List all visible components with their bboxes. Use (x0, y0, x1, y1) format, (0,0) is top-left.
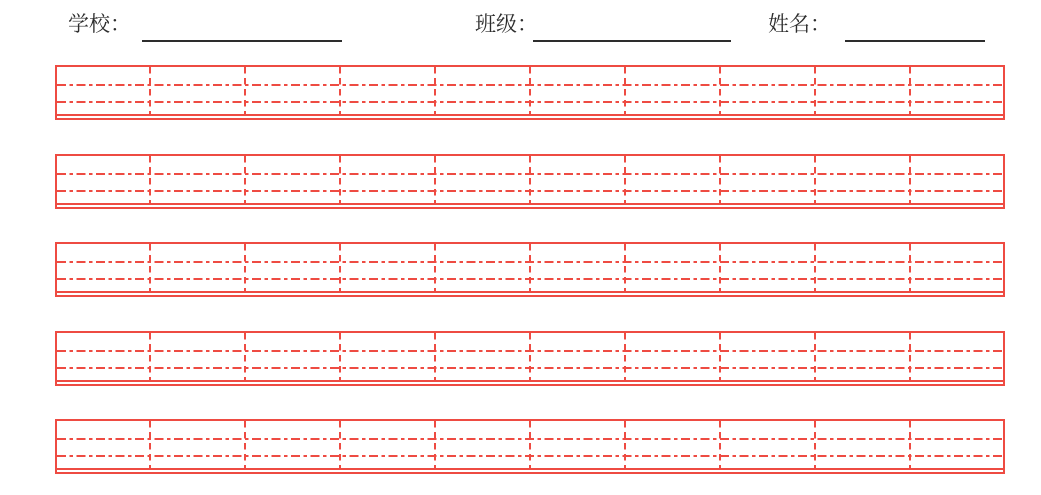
cell-divider-dashed (719, 156, 721, 203)
cell-divider-dashed (909, 156, 911, 203)
cell-divider-dashed (909, 67, 911, 114)
cell-divider-dashed (624, 244, 626, 291)
inner-baseline (57, 291, 1003, 293)
lower-guide-midline (57, 367, 1003, 369)
upper-guide-midline (57, 84, 1003, 86)
cell-divider-dashed (909, 333, 911, 380)
class-blank-line (533, 40, 731, 42)
cell-divider-dashed (814, 333, 816, 380)
upper-guide-midline (57, 438, 1003, 440)
inner-baseline (57, 468, 1003, 470)
cell-divider-dashed (149, 421, 151, 468)
cell-divider-dashed (434, 333, 436, 380)
cell-divider-dashed (529, 156, 531, 203)
writing-band (55, 242, 1005, 297)
lower-guide-midline (57, 455, 1003, 457)
cell-divider-dashed (339, 244, 341, 291)
lower-guide-midline (57, 278, 1003, 280)
writing-band (55, 419, 1005, 474)
school-label: 学校： (68, 13, 131, 36)
cell-divider-dashed (434, 67, 436, 114)
cell-divider-dashed (909, 244, 911, 291)
cell-divider-dashed (339, 67, 341, 114)
cell-divider-dashed (244, 244, 246, 291)
cell-divider-dashed (814, 421, 816, 468)
lower-guide-midline (57, 190, 1003, 192)
name-blank-line (845, 40, 985, 42)
cell-divider-dashed (149, 67, 151, 114)
inner-baseline (57, 380, 1003, 382)
cell-divider-dashed (434, 156, 436, 203)
inner-baseline (57, 114, 1003, 116)
lower-guide-midline (57, 101, 1003, 103)
cell-divider-dashed (624, 67, 626, 114)
cell-divider-dashed (529, 333, 531, 380)
cell-divider-dashed (529, 67, 531, 114)
cell-divider-dashed (244, 421, 246, 468)
cell-divider-dashed (434, 421, 436, 468)
cell-divider-dashed (339, 421, 341, 468)
cell-divider-dashed (244, 333, 246, 380)
cell-divider-dashed (719, 67, 721, 114)
cell-divider-dashed (814, 67, 816, 114)
cell-divider-dashed (339, 156, 341, 203)
writing-band (55, 331, 1005, 386)
class-label: 班级： (475, 13, 538, 36)
cell-divider-dashed (719, 421, 721, 468)
cell-divider-dashed (149, 333, 151, 380)
cell-divider-dashed (719, 244, 721, 291)
cell-divider-dashed (149, 156, 151, 203)
cell-divider-dashed (529, 244, 531, 291)
name-label: 姓名： (768, 13, 831, 36)
cell-divider-dashed (814, 156, 816, 203)
cell-divider-dashed (244, 67, 246, 114)
cell-divider-dashed (624, 421, 626, 468)
cell-divider-dashed (244, 156, 246, 203)
cell-divider-dashed (434, 244, 436, 291)
cell-divider-dashed (529, 421, 531, 468)
cell-divider-dashed (814, 244, 816, 291)
cell-divider-dashed (149, 244, 151, 291)
writing-band (55, 154, 1005, 209)
cell-divider-dashed (624, 333, 626, 380)
writing-band (55, 65, 1005, 120)
inner-baseline (57, 203, 1003, 205)
cell-divider-dashed (624, 156, 626, 203)
upper-guide-midline (57, 173, 1003, 175)
upper-guide-midline (57, 261, 1003, 263)
school-blank-line (142, 40, 342, 42)
cell-divider-dashed (339, 333, 341, 380)
upper-guide-midline (57, 350, 1003, 352)
cell-divider-dashed (909, 421, 911, 468)
cell-divider-dashed (719, 333, 721, 380)
